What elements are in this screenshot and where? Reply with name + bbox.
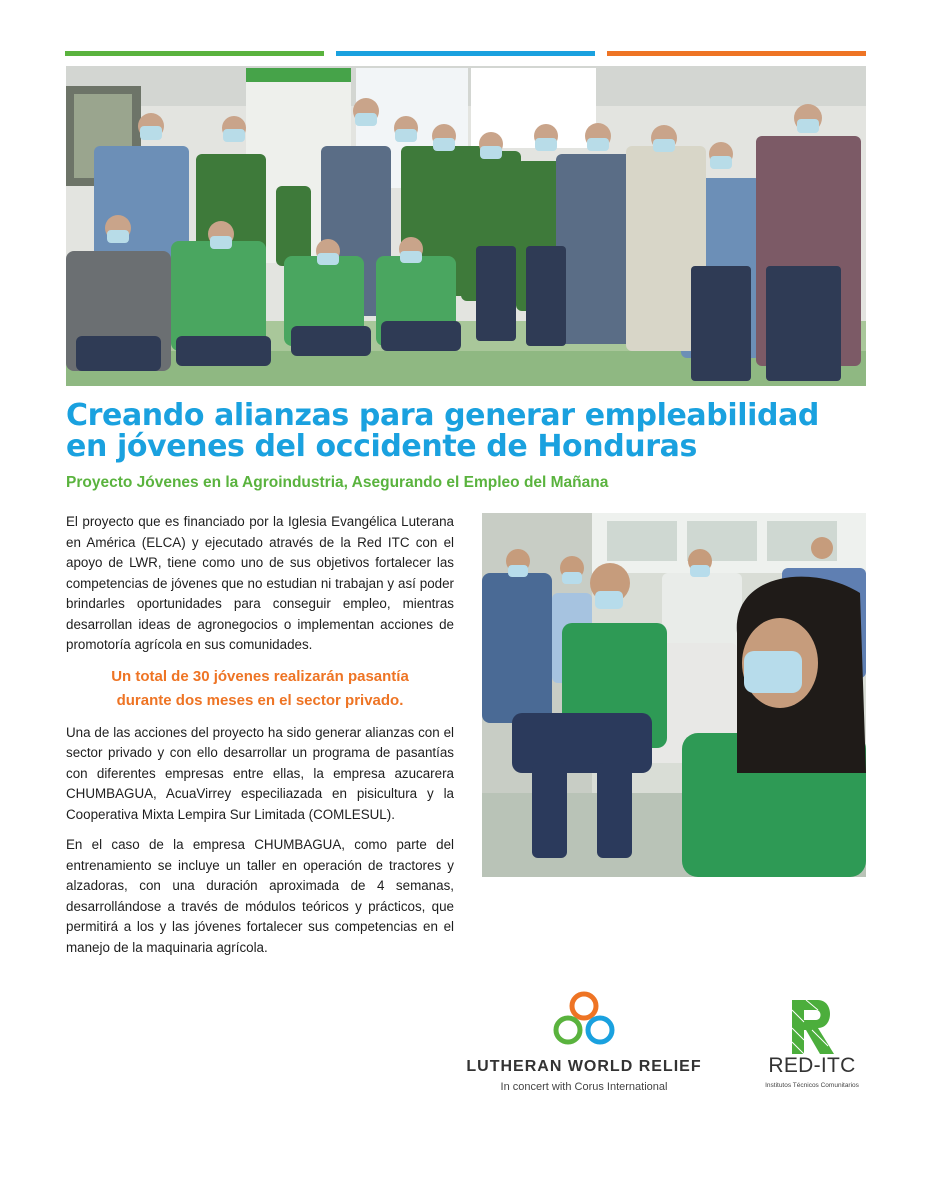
lwr-tagline: In concert with Corus International bbox=[500, 1081, 668, 1093]
pull-quote-line-1: Un total de 30 jóvenes realizarán pasantía bbox=[111, 667, 409, 685]
red-itc-logo bbox=[752, 996, 872, 1096]
accent-bar-orange bbox=[607, 51, 866, 56]
paragraph-2: Una de las acciones del proyecto ha sido generar alianzas con el sector privado y con ello desarrollar un programa de pasantías con diferentes empresas entre ellas, la empresa azucarera CHUMBAGUA, AcuaVirrey especiliazada en pisicultura y la Cooperativa Mixta Lempira Sur Limitada (COMLESUL). bbox=[66, 724, 454, 822]
lwr-name: LUTHERAN WORLD RELIEF bbox=[466, 1058, 702, 1075]
group-photo bbox=[66, 66, 866, 386]
classroom-photo bbox=[482, 513, 866, 877]
paragraph-3: En el caso de la empresa CHUMBAGUA, como parte del entrenamiento se incluye un taller en operación de tractores y alzadoras, con una duración aproximada de 4 semanas, desarrollándose a través de módulos teóricos y prácticos, que permitirá a los y las jóvenes fortalecer sus competencias en el manejo de la maquinaria agrícola. bbox=[66, 837, 454, 955]
headline-line-1: Creando alianzas para generar empleabilidad bbox=[66, 398, 819, 433]
pull-quote bbox=[66, 665, 454, 713]
red-itc-r-icon bbox=[788, 998, 836, 1056]
red-itc-tagline: Institutos Técnicos Comunitarios bbox=[765, 1082, 859, 1089]
lwr-emblem-icon bbox=[552, 990, 616, 1048]
article-body bbox=[66, 512, 454, 958]
article-headline bbox=[66, 400, 866, 462]
article-subheadline: Proyecto Jóvenes en la Agroindustria, Asegurando el Empleo del Mañana bbox=[66, 474, 609, 491]
pull-quote-line-2: durante dos meses en el sector privado. bbox=[116, 691, 404, 709]
paragraph-1: El proyecto que es financiado por la Iglesia Evangélica Luterana en América (ELCA) y ejecutado através de la Red ITC con el apoyo de LWR, tiene como uno de sus objetivos fortalecer las competencias de jóvenes que no estudian ni trabajan y así poder brindarles oportunidades para conseguir empleo, mientras desarrollan ideas de agronegocios o implementan acciones de promotoría agrícola en sus comunidades. bbox=[66, 514, 454, 652]
accent-bar-green bbox=[65, 51, 324, 56]
lutheran-world-relief-logo bbox=[444, 988, 724, 1098]
headline-line-2: en jóvenes del occidente de Honduras bbox=[66, 429, 697, 464]
red-itc-name: RED-ITC bbox=[768, 1054, 856, 1077]
accent-bar-blue bbox=[336, 51, 595, 56]
